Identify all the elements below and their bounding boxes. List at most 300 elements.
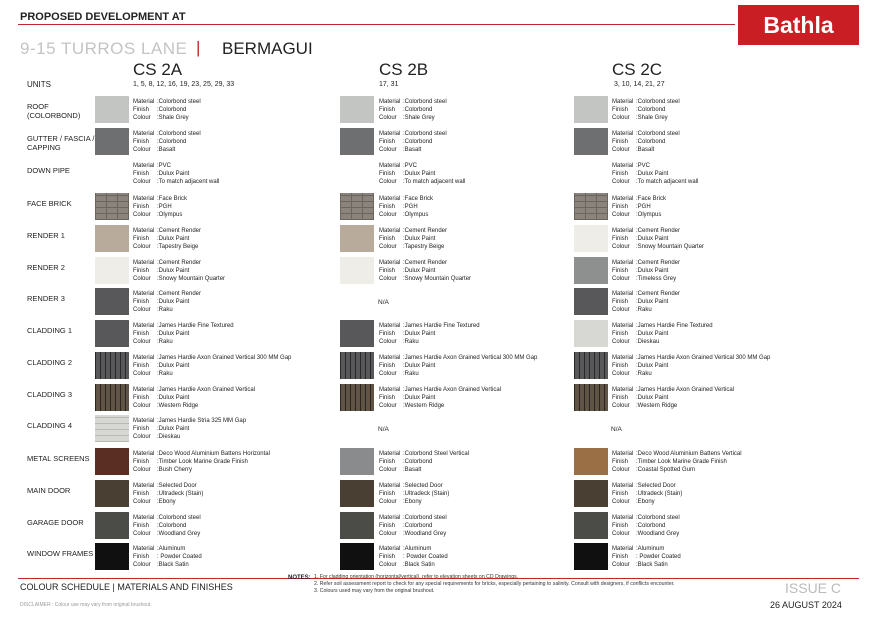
finish-value: :Colorbond <box>636 107 666 113</box>
finish-key: Finish <box>612 395 629 401</box>
material-value: :Cement Render <box>157 260 202 266</box>
column-heading-cs2b: CS 2B <box>379 60 429 79</box>
finish-line <box>612 522 680 530</box>
row-label: DOWN PIPE <box>27 166 70 175</box>
finish-value: :Dulux Paint <box>636 171 669 177</box>
colour-line <box>612 275 680 283</box>
finish-value: :Dulux Paint <box>636 331 669 337</box>
not-applicable-cs2b: N/A <box>378 299 389 306</box>
spec-cs2a <box>133 417 246 441</box>
colour-key: Colour <box>133 276 151 282</box>
finish-line <box>612 298 680 306</box>
spec-cs2c <box>612 290 680 314</box>
spec-cs2c <box>612 130 680 154</box>
row-label: CLADDING 1 <box>27 326 73 335</box>
colour-key: Colour <box>379 499 397 505</box>
material-key: Material <box>133 228 155 234</box>
finish-line <box>612 267 680 275</box>
material-value: :Colorbond steel <box>403 515 447 521</box>
colour-swatch <box>574 480 608 507</box>
finish-key: Finish <box>379 107 396 113</box>
finish-key: Finish <box>612 107 629 113</box>
finish-value: :Colorbond <box>636 523 666 529</box>
finish-key: Finish <box>379 554 396 560</box>
finish-key: Finish <box>133 491 150 497</box>
material-line <box>379 162 465 170</box>
colour-swatch <box>574 384 608 411</box>
material-key: Material <box>612 196 634 202</box>
material-line <box>379 545 448 553</box>
colour-key: Colour <box>612 244 630 250</box>
colour-value: :Western Ridge <box>403 403 445 409</box>
material-line <box>133 354 291 362</box>
finish-value: : Powder Coated <box>636 554 681 560</box>
material-line <box>133 195 187 203</box>
colour-key: Colour <box>379 212 397 218</box>
colour-value: :Shale Grey <box>403 115 435 121</box>
material-key: Material <box>133 546 155 552</box>
material-value: :Aluminum <box>636 546 665 552</box>
finish-line <box>612 170 698 178</box>
spec-cs2a <box>133 514 201 538</box>
colour-value: :Basalt <box>403 467 422 473</box>
colour-line <box>379 402 501 410</box>
colour-line <box>133 338 234 346</box>
project-town: BERMAGUI <box>222 39 313 58</box>
column-heading-cs2c: CS 2C <box>612 60 663 79</box>
colour-value: :Snowy Mountain Quarter <box>636 244 705 250</box>
finish-value: :Colorbond <box>403 139 433 145</box>
colour-swatch <box>574 257 608 284</box>
colour-line <box>612 178 698 186</box>
finish-line <box>379 458 469 466</box>
finish-key: Finish <box>133 268 150 274</box>
material-line <box>612 259 680 267</box>
material-line <box>379 259 471 267</box>
colour-value: :Raku <box>403 339 419 345</box>
finish-key: Finish <box>133 459 150 465</box>
colour-swatch <box>574 128 608 155</box>
spec-cs2a <box>133 259 225 283</box>
colour-swatch <box>340 320 374 347</box>
material-line <box>133 227 201 235</box>
material-line <box>379 450 469 458</box>
material-line <box>612 162 698 170</box>
units-label: UNITS <box>27 80 51 89</box>
colour-key: Colour <box>133 434 151 440</box>
colour-value: :Raku <box>636 371 652 377</box>
colour-line <box>612 211 666 219</box>
spec-cs2b <box>379 322 480 346</box>
material-value: :Colorbond Steel Vertical <box>403 451 470 457</box>
colour-value: :Raku <box>403 371 419 377</box>
material-value: :Colorbond steel <box>403 99 447 105</box>
finish-key: Finish <box>612 299 629 305</box>
colour-value: :Coastal Spotted Gum <box>636 467 696 473</box>
title-separator: | <box>196 38 201 57</box>
material-line <box>612 98 680 106</box>
spec-cs2c <box>612 482 682 506</box>
row-label: ROOF (COLORBOND) <box>27 102 81 120</box>
colour-value: :Woodland Grey <box>157 531 201 537</box>
colour-swatch <box>95 543 129 570</box>
row-label: FACE BRICK <box>27 199 72 208</box>
colour-swatch <box>95 512 129 539</box>
spec-cs2a <box>133 195 187 219</box>
spec-cs2c <box>612 545 681 569</box>
spec-cs2b <box>379 98 447 122</box>
colour-value: :Raku <box>157 339 173 345</box>
finish-key: Finish <box>379 204 396 210</box>
colour-key: Colour <box>379 339 397 345</box>
colour-value: :Western Ridge <box>636 403 678 409</box>
colour-value: :Tapestry Beige <box>403 244 445 250</box>
material-key: Material <box>612 515 634 521</box>
finish-line <box>379 362 537 370</box>
material-key: Material <box>379 163 401 169</box>
material-line <box>612 130 680 138</box>
finish-value: :Colorbond <box>403 107 433 113</box>
note-1: 1. For cladding orientation (horizontal/vertical), refer to elevation sheets on CD Drawings. <box>314 574 519 580</box>
colour-line <box>612 114 680 122</box>
colour-line <box>379 275 471 283</box>
material-value: :Aluminum <box>403 546 432 552</box>
finish-line <box>379 267 471 275</box>
material-key: Material <box>133 163 155 169</box>
proposed-heading: PROPOSED DEVELOPMENT AT <box>20 11 186 23</box>
material-key: Material <box>133 291 155 297</box>
colour-line <box>379 370 537 378</box>
material-key: Material <box>379 546 401 552</box>
material-key: Material <box>612 483 634 489</box>
finish-line <box>133 298 201 306</box>
material-key: Material <box>133 131 155 137</box>
material-line <box>379 386 501 394</box>
colour-key: Colour <box>612 562 630 568</box>
finish-value: :Dulux Paint <box>157 268 190 274</box>
colour-line <box>379 114 447 122</box>
material-key: Material <box>612 260 634 266</box>
material-line <box>133 98 201 106</box>
colour-swatch <box>574 225 608 252</box>
colour-line <box>133 114 201 122</box>
colour-line <box>379 211 433 219</box>
spec-cs2b <box>379 354 537 378</box>
colour-key: Colour <box>133 467 151 473</box>
colour-line <box>133 178 219 186</box>
material-key: Material <box>612 228 634 234</box>
column-heading-cs2a: CS 2A <box>133 60 183 79</box>
finish-value: :Dulux Paint <box>636 268 669 274</box>
colour-value: :Black Satin <box>636 562 668 568</box>
colour-line <box>133 402 255 410</box>
material-value: :Deco Wood Aluminium Battens Vertical <box>636 451 742 457</box>
material-key: Material <box>133 451 155 457</box>
material-key: Material <box>612 451 634 457</box>
material-line <box>612 322 713 330</box>
material-value: :James Hardie Axon Grained Vertical <box>636 387 735 393</box>
spec-cs2a <box>133 545 202 569</box>
spec-cs2a <box>133 227 201 251</box>
colour-key: Colour <box>379 276 397 282</box>
colour-value: :Black Satin <box>157 562 189 568</box>
colour-key: Colour <box>612 467 630 473</box>
colour-key: Colour <box>612 115 630 121</box>
material-line <box>379 227 447 235</box>
finish-key: Finish <box>612 459 629 465</box>
finish-value: :Dulux Paint <box>636 299 669 305</box>
material-value: :James Hardie Fine Textured <box>403 323 480 329</box>
finish-value: :PGH <box>403 204 418 210</box>
material-key: Material <box>612 99 634 105</box>
colour-key: Colour <box>133 212 151 218</box>
colour-line <box>612 338 713 346</box>
finish-line <box>133 330 234 338</box>
finish-line <box>379 553 448 561</box>
colour-line <box>133 530 201 538</box>
colour-value: :Basalt <box>403 147 422 153</box>
spec-cs2a <box>133 98 201 122</box>
finish-line <box>379 394 501 402</box>
colour-swatch <box>574 320 608 347</box>
colour-key: Colour <box>379 115 397 121</box>
finish-key: Finish <box>379 395 396 401</box>
finish-value: :Colorbond <box>403 523 433 529</box>
finish-line <box>133 458 270 466</box>
colour-swatch <box>340 448 374 475</box>
colour-line <box>379 561 448 569</box>
finish-key: Finish <box>133 554 150 560</box>
finish-line <box>133 490 203 498</box>
finish-key: Finish <box>133 236 150 242</box>
material-value: :Colorbond steel <box>403 131 447 137</box>
colour-key: Colour <box>133 339 151 345</box>
spec-cs2c <box>612 354 770 378</box>
colour-value: :Timeless Grey <box>636 276 677 282</box>
spec-cs2a <box>133 482 203 506</box>
finish-value: :Dulux Paint <box>157 236 190 242</box>
material-line <box>379 354 537 362</box>
finish-key: Finish <box>612 236 629 242</box>
colour-swatch <box>574 352 608 379</box>
colour-key: Colour <box>612 531 630 537</box>
material-line <box>133 290 201 298</box>
colour-swatch <box>95 257 129 284</box>
units-cs2a: 1, 5, 8, 12, 16, 19, 23, 25, 29, 33 <box>133 81 235 88</box>
material-line <box>133 482 203 490</box>
colour-line <box>379 466 469 474</box>
finish-value: :PGH <box>157 204 172 210</box>
colour-line <box>133 433 246 441</box>
spec-cs2b <box>379 450 469 474</box>
colour-swatch <box>340 512 374 539</box>
material-key: Material <box>133 418 155 424</box>
material-key: Material <box>133 515 155 521</box>
finish-key: Finish <box>379 459 396 465</box>
colour-key: Colour <box>133 147 151 153</box>
finish-line <box>379 170 465 178</box>
material-key: Material <box>612 131 634 137</box>
spec-cs2c <box>612 162 698 186</box>
colour-value: :To match adjacent wall <box>636 179 699 185</box>
colour-line <box>612 402 734 410</box>
material-value: :James Hardie Axon Grained Vertical 300 MM Gap <box>157 355 292 361</box>
material-line <box>379 514 447 522</box>
material-value: :Selected Door <box>636 483 676 489</box>
material-value: :PVC <box>157 163 172 169</box>
units-cs2c: 3, 10, 14, 21, 27 <box>614 81 665 88</box>
colour-swatch <box>340 384 374 411</box>
colour-swatch <box>95 384 129 411</box>
colour-key: Colour <box>133 531 151 537</box>
finish-line <box>133 235 201 243</box>
row-label: RENDER 3 <box>27 294 65 303</box>
colour-key: Colour <box>379 371 397 377</box>
finish-line <box>379 138 447 146</box>
material-key: Material <box>379 196 401 202</box>
material-value: :Cement Render <box>636 260 681 266</box>
finish-line <box>379 106 447 114</box>
spec-cs2a <box>133 354 291 378</box>
colour-value: :Raku <box>157 307 173 313</box>
material-line <box>612 450 742 458</box>
colour-value: :Dieskau <box>157 434 181 440</box>
colour-value: :Woodland Grey <box>403 531 447 537</box>
material-value: :James Hardie Axon Grained Vertical 300 MM Gap <box>403 355 538 361</box>
colour-value: :Western Ridge <box>157 403 199 409</box>
colour-swatch <box>574 288 608 315</box>
notes-label: NOTES: <box>288 575 311 581</box>
colour-line <box>379 498 449 506</box>
finish-line <box>612 106 680 114</box>
finish-line <box>379 522 447 530</box>
material-key: Material <box>379 260 401 266</box>
spec-cs2a <box>133 386 255 410</box>
finish-line <box>133 138 201 146</box>
spec-cs2a <box>133 322 234 346</box>
colour-value: :Ebony <box>157 499 176 505</box>
spec-cs2c <box>612 386 734 410</box>
finish-line <box>133 522 201 530</box>
colour-value: :Snowy Mountain Quarter <box>403 276 472 282</box>
colour-swatch <box>340 352 374 379</box>
material-value: :Colorbond steel <box>157 131 201 137</box>
finish-line <box>612 490 682 498</box>
colour-value: :Ebony <box>636 499 655 505</box>
colour-value: :Shale Grey <box>636 115 668 121</box>
finish-key: Finish <box>133 363 150 369</box>
finish-key: Finish <box>612 204 629 210</box>
material-value: :Cement Render <box>636 291 681 297</box>
not-applicable-cs2b: N/A <box>378 426 389 433</box>
colour-line <box>133 561 202 569</box>
spec-cs2c <box>612 259 680 283</box>
material-value: :Face Brick <box>636 196 667 202</box>
finish-key: Finish <box>379 268 396 274</box>
finish-value: :Ultradeck (Stain) <box>403 491 450 497</box>
material-value: :PVC <box>403 163 418 169</box>
colour-line <box>379 530 447 538</box>
material-key: Material <box>612 546 634 552</box>
row-label: MAIN DOOR <box>27 486 71 495</box>
colour-key: Colour <box>612 179 630 185</box>
colour-value: :Black Satin <box>403 562 435 568</box>
finish-line <box>612 362 770 370</box>
material-key: Material <box>612 163 634 169</box>
finish-key: Finish <box>133 299 150 305</box>
bathla-logo: Bathla <box>738 5 859 45</box>
project-address: 9-15 TURROS LANE <box>20 39 188 58</box>
material-line <box>612 545 681 553</box>
material-line <box>612 386 734 394</box>
material-line <box>379 322 480 330</box>
material-value: :Selected Door <box>403 483 443 489</box>
spec-cs2c <box>612 514 680 538</box>
colour-swatch <box>340 225 374 252</box>
finish-value: :Dulux Paint <box>403 331 436 337</box>
material-line <box>612 482 682 490</box>
finish-key: Finish <box>612 363 629 369</box>
row-label: GUTTER / FASCIA / CAPPING <box>27 134 95 152</box>
row-label: WINDOW FRAMES <box>27 549 94 558</box>
spec-cs2b <box>379 545 448 569</box>
material-value: :James Hardie Fine Textured <box>636 323 713 329</box>
row-label: CLADDING 4 <box>27 421 73 430</box>
material-line <box>133 322 234 330</box>
material-value: :Selected Door <box>157 483 197 489</box>
colour-value: :Olympus <box>157 212 183 218</box>
colour-key: Colour <box>133 115 151 121</box>
note-2: 2. Refer soil assessment report to check for any special requirements for bricks, especially pertaining to salinity. Consult with designers, if conflicts encounter. <box>314 581 675 587</box>
colour-key: Colour <box>379 244 397 250</box>
row-label: GARAGE DOOR <box>27 518 84 527</box>
finish-key: Finish <box>133 523 150 529</box>
finish-value: :Dulux Paint <box>403 363 436 369</box>
finish-value: :Ultradeck (Stain) <box>157 491 204 497</box>
finish-value: :PGH <box>636 204 651 210</box>
colour-value: :Olympus <box>403 212 429 218</box>
material-key: Material <box>612 291 634 297</box>
colour-value: :Snowy Mountain Quarter <box>157 276 226 282</box>
material-key: Material <box>133 99 155 105</box>
finish-value: :Dulux Paint <box>403 171 436 177</box>
material-key: Material <box>379 387 401 393</box>
material-key: Material <box>133 323 155 329</box>
material-line <box>379 195 433 203</box>
material-key: Material <box>379 515 401 521</box>
spec-cs2b <box>379 514 447 538</box>
finish-value: :Timber Look Marine Grade Finish <box>636 459 727 465</box>
material-value: :PVC <box>636 163 651 169</box>
row-label: CLADDING 2 <box>27 358 73 367</box>
material-key: Material <box>379 483 401 489</box>
spec-cs2b <box>379 162 465 186</box>
spec-cs2a <box>133 290 201 314</box>
finish-key: Finish <box>612 331 629 337</box>
finish-key: Finish <box>379 491 396 497</box>
finish-key: Finish <box>379 523 396 529</box>
finish-line <box>133 267 225 275</box>
colour-value: :Tapestry Beige <box>157 244 199 250</box>
finish-line <box>133 106 201 114</box>
colour-line <box>133 211 187 219</box>
finish-value: :Dulux Paint <box>636 236 669 242</box>
material-value: :Cement Render <box>157 291 202 297</box>
colour-key: Colour <box>612 307 630 313</box>
colour-key: Colour <box>612 403 630 409</box>
material-key: Material <box>612 323 634 329</box>
finish-key: Finish <box>612 523 629 529</box>
